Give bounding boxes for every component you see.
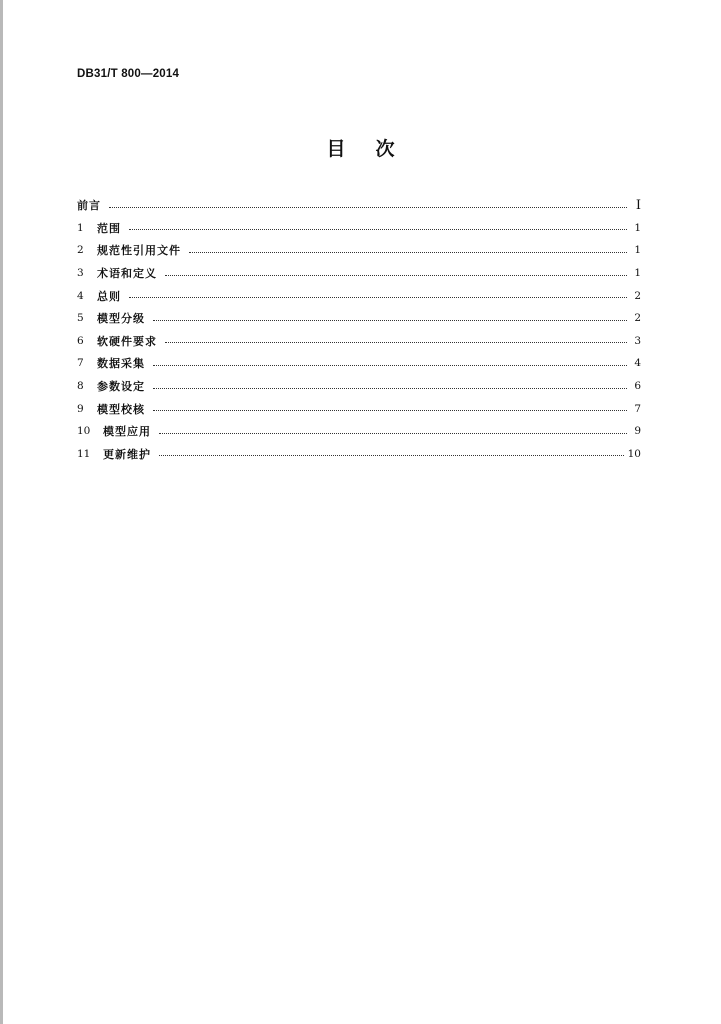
toc-entry[interactable] <box>77 397 641 420</box>
toc-leader-dots <box>159 455 624 456</box>
toc-entry-label: 前言 <box>77 199 101 213</box>
toc-entry-page: 1 <box>634 267 641 280</box>
toc-leader-dots <box>165 342 627 343</box>
toc-entry-label: 更新维护 <box>103 447 151 461</box>
toc-entry[interactable] <box>77 284 641 307</box>
toc-entry-number: 7 <box>77 357 84 370</box>
toc-entry-page: 2 <box>634 312 641 325</box>
toc-entry-number: 11 <box>77 447 91 460</box>
toc-leader-dots <box>109 207 627 208</box>
toc-entry-label: 范围 <box>97 221 121 235</box>
toc-entry-page: 4 <box>634 357 641 370</box>
toc-entry-number: 1 <box>77 221 84 234</box>
toc-entry-label: 模型应用 <box>103 425 151 439</box>
toc-entry-number: 5 <box>77 312 84 325</box>
toc-entry-label: 软硬件要求 <box>97 334 157 348</box>
toc-entry-page: 10 <box>627 447 641 460</box>
toc-entry-label: 术语和定义 <box>97 267 157 281</box>
toc-leader-dots <box>153 410 627 411</box>
table-of-contents <box>77 194 641 465</box>
toc-entry[interactable] <box>77 375 641 398</box>
toc-leader-dots <box>165 275 627 276</box>
toc-entry-page: 6 <box>634 380 641 393</box>
toc-leader-dots <box>189 252 627 253</box>
toc-entry[interactable] <box>77 443 641 466</box>
toc-entry-page: 1 <box>634 221 641 234</box>
toc-entry-page: 2 <box>634 289 641 302</box>
toc-entry-number: 6 <box>77 334 84 347</box>
toc-entry[interactable] <box>77 307 641 330</box>
toc-leader-dots <box>153 388 627 389</box>
toc-entry-label: 规范性引用文件 <box>97 244 181 258</box>
toc-entry[interactable] <box>77 217 641 240</box>
toc-leader-dots <box>129 297 627 298</box>
toc-entry-number: 10 <box>77 425 91 438</box>
toc-entry[interactable] <box>77 194 641 217</box>
toc-entry-page: 7 <box>634 402 641 415</box>
toc-entry[interactable] <box>77 420 641 443</box>
toc-entry-page: 3 <box>634 334 641 347</box>
toc-entry[interactable] <box>77 352 641 375</box>
toc-entry-number: 8 <box>77 380 84 393</box>
standard-code: DB31/T 800—2014 <box>77 68 180 80</box>
toc-entry[interactable] <box>77 330 641 353</box>
toc-entry-label: 参数设定 <box>97 380 145 394</box>
toc-entry-number: 3 <box>77 267 84 280</box>
toc-entry-number: 4 <box>77 289 84 302</box>
page-title: 目次 <box>326 138 425 160</box>
toc-leader-dots <box>159 433 627 434</box>
toc-entry[interactable] <box>77 262 641 285</box>
toc-leader-dots <box>129 229 627 230</box>
toc-entry-page: 9 <box>634 425 641 438</box>
toc-entry-label: 总则 <box>97 289 121 303</box>
toc-entry-page: 1 <box>634 244 641 257</box>
toc-entry-number: 9 <box>77 402 84 415</box>
toc-leader-dots <box>153 365 627 366</box>
toc-leader-dots <box>153 320 627 321</box>
toc-entry-number: 2 <box>77 244 84 257</box>
toc-entry-label: 模型校核 <box>97 402 145 416</box>
toc-entry-page: I <box>635 197 641 213</box>
toc-entry-label: 模型分级 <box>97 312 145 326</box>
toc-entry[interactable] <box>77 239 641 262</box>
toc-entry-label: 数据采集 <box>97 357 145 371</box>
